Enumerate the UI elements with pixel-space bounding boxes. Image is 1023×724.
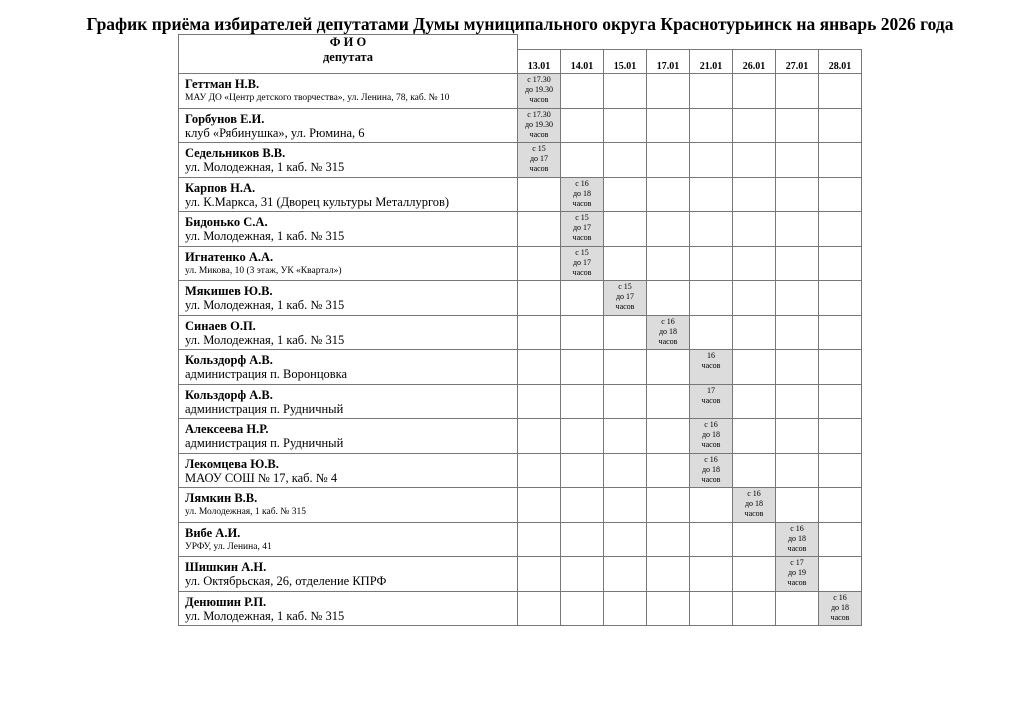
date-header: 27.01 bbox=[776, 49, 819, 73]
schedule-cell bbox=[819, 315, 862, 350]
table-row bbox=[179, 315, 862, 350]
table-row bbox=[179, 108, 862, 143]
deputy-address: ул. Молодежная, 1 каб. № 315 bbox=[185, 608, 345, 623]
reception-time: с 15 bbox=[618, 282, 632, 291]
deputy-name: Кольздорф А.В. bbox=[185, 387, 273, 402]
schedule-cell bbox=[647, 177, 690, 212]
schedule-cell bbox=[604, 591, 647, 626]
schedule-cell bbox=[561, 522, 604, 557]
schedule-cell bbox=[604, 177, 647, 212]
deputy-cell bbox=[179, 488, 518, 523]
schedule-cell bbox=[819, 384, 862, 419]
schedule-cell bbox=[604, 246, 647, 281]
schedule-cell bbox=[819, 212, 862, 247]
schedule-cell bbox=[733, 212, 776, 247]
reception-time: часов bbox=[658, 336, 678, 346]
reception-time: с 16 bbox=[704, 420, 718, 429]
schedule-cell bbox=[733, 281, 776, 316]
schedule-cell bbox=[690, 453, 733, 488]
schedule-cell bbox=[561, 453, 604, 488]
schedule-table bbox=[178, 34, 862, 626]
table-row bbox=[179, 591, 862, 626]
date-header: 21.01 bbox=[690, 49, 733, 73]
deputy-cell bbox=[179, 419, 518, 454]
schedule-cell bbox=[690, 281, 733, 316]
schedule-cell bbox=[518, 419, 561, 454]
schedule-cell bbox=[733, 143, 776, 178]
deputy-address: клуб «Рябинушка», ул. Рюмина, 6 bbox=[185, 125, 365, 140]
schedule-cell bbox=[733, 384, 776, 419]
deputy-name: Карпов Н.А. bbox=[185, 180, 256, 195]
deputy-address: УРФУ, ул. Ленина, 41 bbox=[185, 541, 272, 552]
schedule-cell bbox=[733, 315, 776, 350]
schedule-cell bbox=[690, 246, 733, 281]
schedule-cell bbox=[690, 350, 733, 385]
schedule-cell bbox=[604, 212, 647, 247]
schedule-cell bbox=[776, 591, 819, 626]
deputy-address: ул. Молодежная, 1 каб. № 315 bbox=[185, 298, 345, 312]
deputy-cell bbox=[179, 591, 518, 626]
schedule-cell bbox=[561, 212, 604, 247]
schedule-cell bbox=[819, 177, 862, 212]
reception-time: с 16 bbox=[575, 178, 589, 188]
schedule-cell bbox=[561, 557, 604, 592]
fio-header bbox=[179, 35, 518, 74]
schedule-cell bbox=[733, 177, 776, 212]
schedule-cell bbox=[647, 350, 690, 385]
reception-time: до 18 bbox=[701, 430, 721, 439]
schedule-cell bbox=[647, 591, 690, 626]
schedule-cell bbox=[690, 522, 733, 557]
schedule-cell bbox=[561, 591, 604, 626]
reception-time: 16 bbox=[707, 351, 715, 360]
reception-time: до 19.30 bbox=[524, 119, 554, 129]
document-title: График приёма избирателей депутатами Думы муниципального округа Краснотурьинск на январь 2026 года bbox=[86, 14, 954, 34]
reception-time: с 15 bbox=[575, 213, 589, 222]
schedule-cell bbox=[819, 246, 862, 281]
schedule-cell bbox=[690, 108, 733, 143]
reception-time: до 18 bbox=[744, 499, 764, 508]
deputy-address: МАУ ДО «Центр детского творчества», ул. Ленина, 78, каб. № 10 bbox=[185, 93, 450, 103]
reception-time: с 15 bbox=[532, 144, 546, 153]
date-header: 14.01 bbox=[561, 49, 604, 73]
schedule-cell bbox=[518, 591, 561, 626]
schedule-cell bbox=[776, 143, 819, 178]
deputy-name: Вибе А.И. bbox=[185, 525, 241, 540]
deputy-address: ул. Молодежная, 1 каб. № 315 bbox=[185, 332, 345, 347]
reception-time: до 17 bbox=[572, 223, 592, 232]
schedule-cell bbox=[690, 591, 733, 626]
deputy-label: депутата bbox=[322, 50, 374, 64]
deputy-address: администрация п. Воронцовка bbox=[185, 367, 348, 381]
deputy-name: Мякишев Ю.В. bbox=[185, 284, 273, 298]
reception-time: 17 bbox=[707, 385, 715, 395]
deputy-cell bbox=[179, 453, 518, 488]
schedule-cell bbox=[647, 315, 690, 350]
deputy-name: Горбунов Е.И. bbox=[185, 111, 265, 126]
reception-time: часов bbox=[529, 129, 549, 139]
reception-time: до 18 bbox=[572, 188, 592, 198]
schedule-cell bbox=[647, 281, 690, 316]
schedule-cell bbox=[604, 488, 647, 523]
table-row bbox=[179, 350, 862, 385]
schedule-cell bbox=[647, 143, 690, 178]
schedule-cell bbox=[518, 453, 561, 488]
schedule-cell bbox=[604, 419, 647, 454]
schedule-cell bbox=[776, 384, 819, 419]
schedule-cell bbox=[561, 419, 604, 454]
deputy-cell bbox=[179, 281, 518, 316]
schedule-cell bbox=[647, 246, 690, 281]
schedule-cell bbox=[647, 212, 690, 247]
deputy-cell bbox=[179, 557, 518, 592]
reception-time: часов bbox=[701, 395, 721, 405]
schedule-cell bbox=[819, 350, 862, 385]
schedule-cell bbox=[647, 108, 690, 143]
schedule-cell bbox=[518, 212, 561, 247]
schedule-cell bbox=[647, 74, 690, 109]
deputy-name: Денюшин Р.П. bbox=[185, 594, 267, 609]
schedule-cell bbox=[819, 488, 862, 523]
header-blank bbox=[518, 35, 862, 50]
reception-time: до 17 bbox=[529, 154, 549, 163]
schedule-cell bbox=[776, 177, 819, 212]
schedule-cell bbox=[690, 212, 733, 247]
date-header: 28.01 bbox=[819, 49, 862, 73]
deputy-cell bbox=[179, 246, 518, 281]
schedule-cell bbox=[604, 557, 647, 592]
reception-time: часов bbox=[529, 164, 549, 173]
schedule-cell bbox=[604, 143, 647, 178]
deputy-address: ул. Молодежная, 1 каб. № 315 bbox=[185, 160, 345, 174]
deputy-name: Геттман Н.В. bbox=[185, 77, 260, 91]
schedule-cell bbox=[690, 557, 733, 592]
schedule-cell bbox=[518, 246, 561, 281]
fio-label: Ф И О bbox=[329, 35, 367, 49]
reception-time: до 18 bbox=[830, 602, 850, 612]
schedule-cell bbox=[561, 246, 604, 281]
reception-time: до 18 bbox=[658, 326, 678, 336]
reception-time: до 18 bbox=[787, 533, 807, 543]
reception-time: часов bbox=[529, 95, 549, 104]
deputy-cell bbox=[179, 522, 518, 557]
table-row bbox=[179, 74, 862, 109]
schedule-cell bbox=[733, 453, 776, 488]
schedule-cell bbox=[690, 488, 733, 523]
deputy-address: администрация п. Рудничный bbox=[185, 401, 344, 416]
deputy-cell bbox=[179, 143, 518, 178]
deputy-cell bbox=[179, 108, 518, 143]
schedule-cell bbox=[776, 74, 819, 109]
date-header: 15.01 bbox=[604, 49, 647, 73]
deputy-name: Лекомцева Ю.В. bbox=[185, 456, 279, 471]
deputy-name: Шишкин А.Н. bbox=[185, 560, 267, 574]
schedule-cell bbox=[561, 74, 604, 109]
schedule-cell bbox=[733, 557, 776, 592]
schedule-cell bbox=[518, 108, 561, 143]
schedule-cell bbox=[647, 522, 690, 557]
reception-time: часов bbox=[572, 233, 592, 242]
schedule-cell bbox=[776, 246, 819, 281]
deputy-address: ул. Молодежная, 1 каб. № 315 bbox=[185, 507, 306, 517]
schedule-cell bbox=[561, 177, 604, 212]
schedule-cell bbox=[518, 350, 561, 385]
schedule-cell bbox=[690, 315, 733, 350]
reception-time: часов bbox=[572, 267, 592, 277]
reception-time: часов bbox=[830, 612, 850, 622]
deputy-cell bbox=[179, 315, 518, 350]
reception-time: часов bbox=[701, 474, 721, 484]
schedule-cell bbox=[690, 384, 733, 419]
deputy-address: администрация п. Рудничный bbox=[185, 436, 344, 450]
schedule-cell bbox=[776, 522, 819, 557]
schedule-cell bbox=[604, 350, 647, 385]
deputy-name: Лямкин В.В. bbox=[185, 491, 258, 505]
schedule-cell bbox=[819, 453, 862, 488]
schedule-cell bbox=[776, 315, 819, 350]
deputy-address: МАОУ СОШ № 17, каб. № 4 bbox=[185, 470, 338, 485]
schedule-cell bbox=[518, 177, 561, 212]
schedule-cell bbox=[690, 419, 733, 454]
reception-time: часов bbox=[701, 440, 721, 449]
schedule-cell bbox=[733, 522, 776, 557]
schedule-cell bbox=[561, 143, 604, 178]
schedule-cell bbox=[518, 74, 561, 109]
reception-time: с 16 bbox=[790, 523, 804, 533]
reception-time: с 16 bbox=[747, 489, 761, 498]
deputy-address: ул. Микова, 10 (3 этаж, УК «Квартал») bbox=[185, 265, 342, 276]
reception-time: до 17 bbox=[615, 292, 635, 301]
reception-time: с 16 bbox=[833, 592, 847, 602]
deputy-name: Седельников В.В. bbox=[185, 146, 286, 160]
schedule-cell bbox=[733, 419, 776, 454]
deputy-cell bbox=[179, 74, 518, 109]
schedule-cell bbox=[733, 74, 776, 109]
reception-time: с 17 bbox=[790, 558, 804, 567]
schedule-cell bbox=[518, 384, 561, 419]
table-row bbox=[179, 143, 862, 178]
schedule-cell bbox=[819, 143, 862, 178]
schedule-cell bbox=[776, 419, 819, 454]
table-row bbox=[179, 557, 862, 592]
schedule-cell bbox=[604, 453, 647, 488]
table-row bbox=[179, 522, 862, 557]
reception-time: с 16 bbox=[704, 454, 718, 464]
schedule-cell bbox=[733, 488, 776, 523]
reception-time: часов bbox=[572, 198, 592, 208]
reception-time: часов bbox=[701, 361, 721, 370]
reception-time: до 19 bbox=[787, 568, 807, 577]
reception-time: часов bbox=[787, 543, 807, 553]
schedule-cell bbox=[604, 108, 647, 143]
schedule-cell bbox=[561, 281, 604, 316]
schedule-cell bbox=[518, 281, 561, 316]
schedule-cell bbox=[819, 74, 862, 109]
schedule-cell bbox=[776, 281, 819, 316]
table-row bbox=[179, 419, 862, 454]
schedule-cell bbox=[733, 246, 776, 281]
schedule-cell bbox=[561, 108, 604, 143]
reception-time: с 17.30 bbox=[527, 109, 551, 119]
schedule-cell bbox=[819, 557, 862, 592]
schedule-cell bbox=[776, 212, 819, 247]
schedule-cell bbox=[647, 557, 690, 592]
reception-time: до 19.30 bbox=[524, 85, 554, 94]
schedule-cell bbox=[819, 281, 862, 316]
deputy-cell bbox=[179, 384, 518, 419]
table-row bbox=[179, 384, 862, 419]
table-row bbox=[179, 281, 862, 316]
schedule-cell bbox=[561, 350, 604, 385]
reception-time: часов bbox=[744, 509, 764, 518]
table-row bbox=[179, 453, 862, 488]
schedule-cell bbox=[733, 350, 776, 385]
schedule-cell bbox=[604, 281, 647, 316]
schedule-cell bbox=[776, 350, 819, 385]
deputy-name: Игнатенко А.А. bbox=[185, 249, 274, 264]
date-header: 26.01 bbox=[733, 49, 776, 73]
deputy-name: Бидонько С.А. bbox=[185, 215, 268, 229]
reception-time: с 15 bbox=[575, 247, 589, 257]
date-header: 13.01 bbox=[518, 49, 561, 73]
deputy-cell bbox=[179, 212, 518, 247]
schedule-cell bbox=[690, 177, 733, 212]
schedule-cell bbox=[647, 488, 690, 523]
schedule-cell bbox=[561, 488, 604, 523]
schedule-cell bbox=[819, 108, 862, 143]
date-header: 17.01 bbox=[647, 49, 690, 73]
schedule-cell bbox=[518, 315, 561, 350]
reception-time: до 18 bbox=[701, 464, 721, 474]
deputy-name: Алексеева Н.Р. bbox=[185, 422, 269, 436]
schedule-cell bbox=[776, 488, 819, 523]
schedule-cell bbox=[604, 384, 647, 419]
schedule-cell bbox=[690, 74, 733, 109]
schedule-cell bbox=[518, 143, 561, 178]
schedule-cell bbox=[733, 108, 776, 143]
schedule-cell bbox=[776, 108, 819, 143]
schedule-cell bbox=[561, 384, 604, 419]
schedule-cell bbox=[561, 315, 604, 350]
deputy-cell bbox=[179, 177, 518, 212]
deputy-address: ул. Октябрьская, 26, отделение КПРФ bbox=[185, 574, 387, 588]
table-row bbox=[179, 488, 862, 523]
reception-time: с 17.30 bbox=[527, 75, 551, 84]
table-row bbox=[179, 177, 862, 212]
schedule-cell bbox=[604, 522, 647, 557]
table-row bbox=[179, 246, 862, 281]
schedule-cell bbox=[647, 453, 690, 488]
schedule-cell bbox=[819, 591, 862, 626]
reception-time: часов bbox=[615, 302, 635, 311]
schedule-cell bbox=[518, 522, 561, 557]
schedule-cell bbox=[690, 143, 733, 178]
schedule-cell bbox=[604, 315, 647, 350]
table-row bbox=[179, 212, 862, 247]
reception-time: до 17 bbox=[572, 257, 592, 267]
schedule-cell bbox=[604, 74, 647, 109]
deputy-name: Синаев О.П. bbox=[185, 318, 256, 333]
schedule-cell bbox=[819, 522, 862, 557]
schedule-cell bbox=[518, 557, 561, 592]
schedule-cell bbox=[647, 384, 690, 419]
deputy-address: ул. Молодежная, 1 каб. № 315 bbox=[185, 229, 345, 243]
schedule-cell bbox=[776, 453, 819, 488]
schedule-cell bbox=[518, 488, 561, 523]
schedule-cell bbox=[647, 419, 690, 454]
schedule-cell bbox=[776, 557, 819, 592]
reception-time: часов bbox=[787, 578, 807, 587]
deputy-address: ул. К.Маркса, 31 (Дворец культуры Металлургов) bbox=[185, 194, 450, 209]
schedule-cell bbox=[733, 591, 776, 626]
deputy-cell bbox=[179, 350, 518, 385]
deputy-name: Кольздорф А.В. bbox=[185, 353, 273, 367]
schedule-cell bbox=[819, 419, 862, 454]
reception-time: с 16 bbox=[661, 316, 675, 326]
